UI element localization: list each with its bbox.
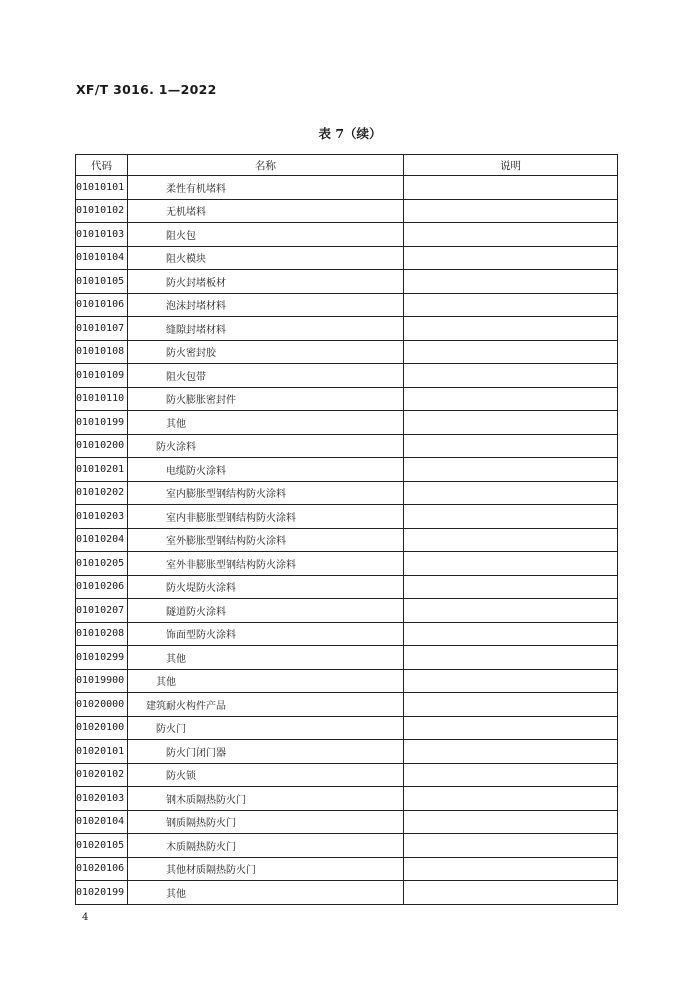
table-row	[76, 552, 618, 576]
cell-code: 01019900	[76, 669, 128, 693]
cell-note	[404, 411, 618, 435]
cell-code: 01020000	[76, 693, 128, 717]
cell-note	[404, 763, 618, 787]
table-row	[76, 763, 618, 787]
cell-note	[404, 810, 618, 834]
cell-code: 01020199	[76, 881, 128, 905]
cell-name: 其他	[128, 881, 404, 905]
cell-name: 防火门闭门器	[128, 740, 404, 764]
table-caption: 表 7（续）	[318, 126, 382, 141]
cell-note	[404, 199, 618, 223]
cell-name: 其他	[128, 669, 404, 693]
cell-note	[404, 552, 618, 576]
cell-name: 阻火包	[128, 223, 404, 247]
cell-note	[404, 223, 618, 247]
cell-name: 其他	[128, 646, 404, 670]
cell-code: 01010107	[76, 317, 128, 341]
column-header-code: 代码	[76, 155, 128, 176]
cell-code: 01010207	[76, 599, 128, 623]
cell-note	[404, 881, 618, 905]
cell-note	[404, 458, 618, 482]
cell-code: 01010205	[76, 552, 128, 576]
cell-code: 01010203	[76, 505, 128, 529]
cell-code: 01010105	[76, 270, 128, 294]
table-row	[76, 199, 618, 223]
cell-code: 01020104	[76, 810, 128, 834]
table-row	[76, 669, 618, 693]
cell-code: 01010202	[76, 481, 128, 505]
cell-code: 01010106	[76, 293, 128, 317]
table-row	[76, 857, 618, 881]
cell-note	[404, 693, 618, 717]
cell-note	[404, 646, 618, 670]
cell-name: 防火涂料	[128, 434, 404, 458]
cell-name: 钢木质隔热防火门	[128, 787, 404, 811]
cell-note	[404, 246, 618, 270]
table-row	[76, 458, 618, 482]
table-body	[76, 176, 618, 905]
cell-note	[404, 857, 618, 881]
table-row	[76, 575, 618, 599]
table-row	[76, 834, 618, 858]
table-row	[76, 505, 618, 529]
cell-note	[404, 716, 618, 740]
cell-code: 01020106	[76, 857, 128, 881]
cell-note	[404, 505, 618, 529]
cell-name: 隧道防火涂料	[128, 599, 404, 623]
table-row	[76, 716, 618, 740]
cell-code: 01010208	[76, 622, 128, 646]
cell-name: 其他	[128, 411, 404, 435]
table-row	[76, 411, 618, 435]
cell-note	[404, 434, 618, 458]
cell-note	[404, 317, 618, 341]
table-row	[76, 176, 618, 200]
cell-note	[404, 481, 618, 505]
table-row	[76, 340, 618, 364]
cell-name: 阻火模块	[128, 246, 404, 270]
cell-name: 木质隔热防火门	[128, 834, 404, 858]
cell-name: 室内膨胀型钢结构防火涂料	[128, 481, 404, 505]
cell-name: 室内非膨胀型钢结构防火涂料	[128, 505, 404, 529]
cell-code: 01020100	[76, 716, 128, 740]
cell-code: 01020101	[76, 740, 128, 764]
cell-name: 防火封堵板材	[128, 270, 404, 294]
cell-note	[404, 176, 618, 200]
cell-code: 01010103	[76, 223, 128, 247]
cell-note	[404, 387, 618, 411]
cell-note	[404, 669, 618, 693]
cell-name: 防火膨胀密封件	[128, 387, 404, 411]
cell-code: 01020102	[76, 763, 128, 787]
table-row	[76, 693, 618, 717]
cell-code: 01010108	[76, 340, 128, 364]
page-number: 4	[82, 912, 89, 923]
cell-code: 01020103	[76, 787, 128, 811]
table-row	[76, 622, 618, 646]
cell-name: 缝隙封堵材料	[128, 317, 404, 341]
cell-name: 其他材质隔热防火门	[128, 857, 404, 881]
table-row	[76, 481, 618, 505]
cell-note	[404, 293, 618, 317]
document-id: XF/T 3016. 1—2022	[76, 82, 217, 97]
cell-note	[404, 528, 618, 552]
cell-code: 01010104	[76, 246, 128, 270]
table-row	[76, 787, 618, 811]
cell-note	[404, 340, 618, 364]
table-row	[76, 646, 618, 670]
table-row	[76, 528, 618, 552]
cell-note	[404, 575, 618, 599]
table-row	[76, 434, 618, 458]
table-row	[76, 270, 618, 294]
cell-code: 01020105	[76, 834, 128, 858]
cell-name: 无机堵料	[128, 199, 404, 223]
cell-name: 电缆防火涂料	[128, 458, 404, 482]
table-row	[76, 293, 618, 317]
cell-code: 01010199	[76, 411, 128, 435]
cell-code: 01010110	[76, 387, 128, 411]
cell-name: 防火门	[128, 716, 404, 740]
cell-note	[404, 740, 618, 764]
cell-code: 01010204	[76, 528, 128, 552]
cell-code: 01010109	[76, 364, 128, 388]
cell-name: 钢质隔热防火门	[128, 810, 404, 834]
table-row	[76, 740, 618, 764]
cell-note	[404, 834, 618, 858]
table-row	[76, 387, 618, 411]
cell-name: 阻火包带	[128, 364, 404, 388]
cell-name: 泡沫封堵材料	[128, 293, 404, 317]
code-table	[75, 154, 618, 905]
cell-code: 01010201	[76, 458, 128, 482]
cell-name: 防火密封胶	[128, 340, 404, 364]
table-row	[76, 599, 618, 623]
cell-name: 防火堤防火涂料	[128, 575, 404, 599]
cell-note	[404, 599, 618, 623]
cell-code: 01010101	[76, 176, 128, 200]
cell-note	[404, 622, 618, 646]
table-row	[76, 317, 618, 341]
cell-note	[404, 364, 618, 388]
cell-name: 建筑耐火构件产品	[128, 693, 404, 717]
cell-name: 防火锁	[128, 763, 404, 787]
table-row	[76, 223, 618, 247]
table-row	[76, 246, 618, 270]
column-header-note: 说明	[404, 155, 618, 176]
table-row	[76, 364, 618, 388]
cell-code: 01010102	[76, 199, 128, 223]
table-row	[76, 810, 618, 834]
cell-name: 饰面型防火涂料	[128, 622, 404, 646]
table-header-row	[76, 155, 618, 176]
table-row	[76, 881, 618, 905]
cell-code: 01010299	[76, 646, 128, 670]
cell-name: 柔性有机堵料	[128, 176, 404, 200]
cell-code: 01010200	[76, 434, 128, 458]
cell-note	[404, 270, 618, 294]
cell-note	[404, 787, 618, 811]
column-header-name: 名称	[128, 155, 404, 176]
cell-name: 室外膨胀型钢结构防火涂料	[128, 528, 404, 552]
cell-name: 室外非膨胀型钢结构防火涂料	[128, 552, 404, 576]
cell-code: 01010206	[76, 575, 128, 599]
